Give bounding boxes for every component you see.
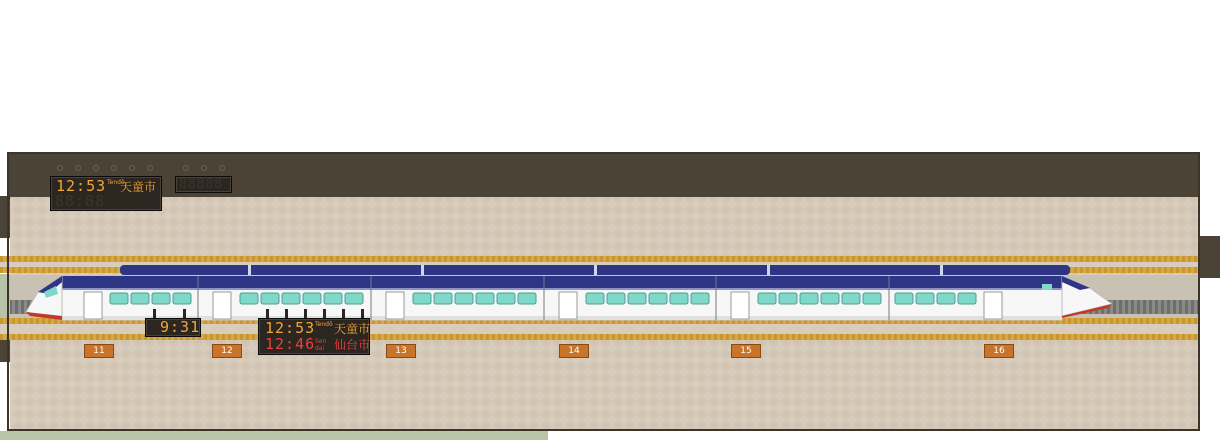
upper-board-time: 12:53: [56, 177, 107, 195]
main-board-row2-time: 12:46: [265, 335, 316, 353]
main-board-row1-romaji: Tendō: [315, 321, 333, 328]
car-number-plate: 13: [386, 344, 416, 358]
car-number-plate: 14: [559, 344, 589, 358]
main-board-row1-time: 12:53: [265, 319, 316, 337]
main-departure-board: [258, 318, 370, 355]
main-board-row1-kanji: 天童市: [334, 322, 371, 336]
car-number-plate: 12: [212, 344, 242, 358]
platform-clock-board: [145, 318, 201, 337]
main-board-row2-romaji: Sen dai: [315, 338, 327, 352]
upper-departure-board: 88:88 12:53 Tendō 天童市: [50, 176, 162, 211]
upper-board-dest-romaji: Tendō: [107, 179, 125, 186]
car-number-plate: 16: [984, 344, 1014, 358]
car-number-plate: 15: [731, 344, 761, 358]
upper-board-dest-kanji: 天童市: [120, 180, 157, 194]
upper-platform-edge: [0, 256, 1200, 262]
right-wall-stub: [1198, 236, 1220, 278]
shinkansen-train: [26, 265, 1112, 320]
upper-board-blank: 88888: [175, 176, 232, 193]
main-board-row2-kanji: 仙台市: [334, 338, 371, 352]
car-number-plate: 11: [84, 344, 114, 358]
ground-strip: [0, 431, 548, 440]
platform-clock-time: 9:31: [160, 318, 201, 336]
